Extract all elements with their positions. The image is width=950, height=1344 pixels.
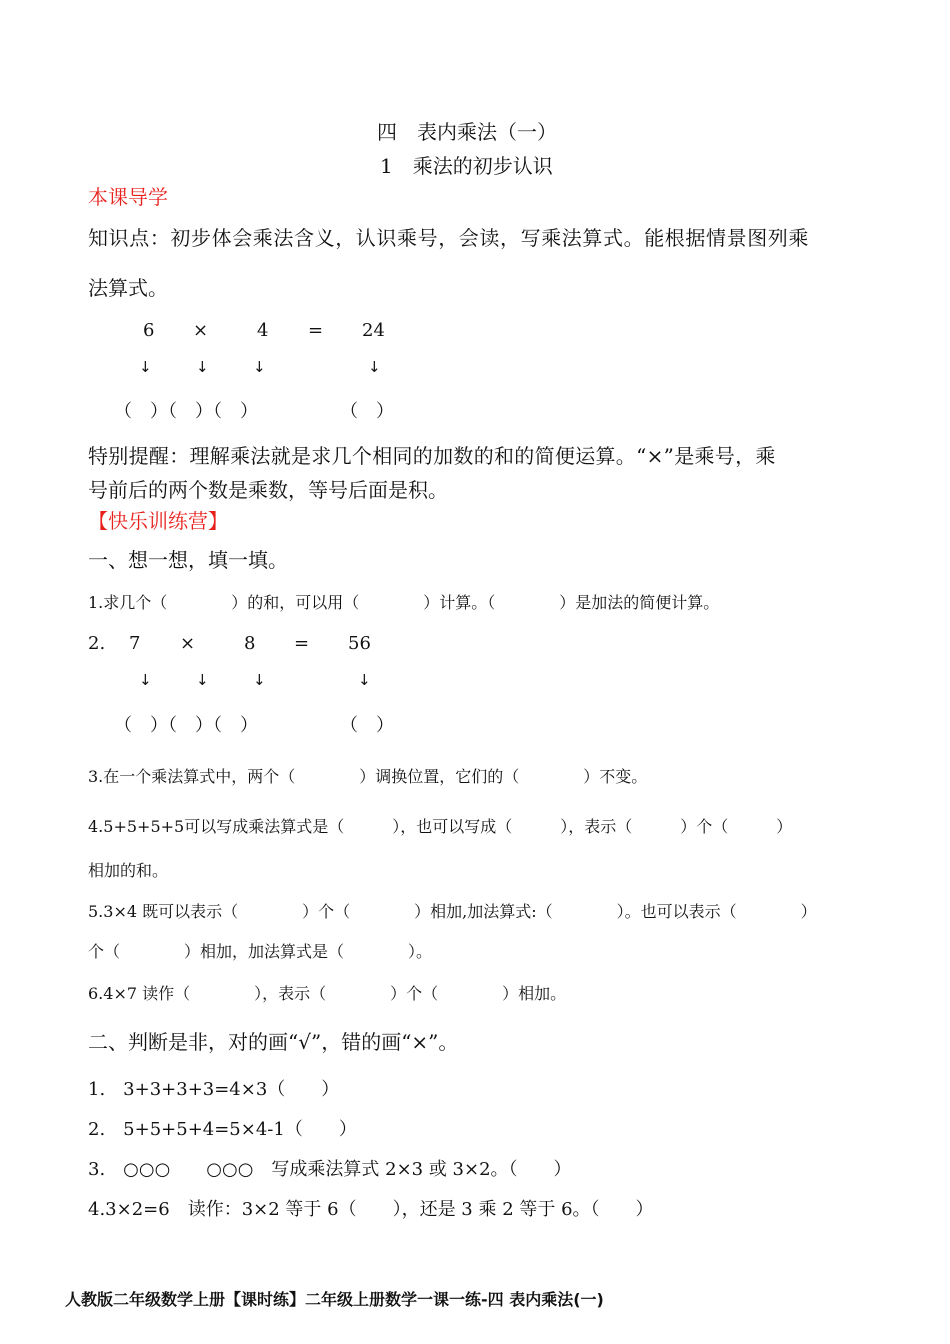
q2-times-sign: × (180, 633, 196, 654)
question-4-line-1[interactable]: 4.5+5+5+5可以写成乘法算式是（ ），也可以写成（ ），表示（ ）个（ ） (88, 817, 793, 836)
section-2-title: 二、判断是非，对的画“√”，错的画“×”。 (88, 1030, 459, 1054)
question-6[interactable]: 6.4×7 读作（ ），表示（ ）个（ ）相加。 (88, 984, 567, 1003)
example-equals-sign: = (308, 320, 324, 341)
question-1[interactable]: 1.求几个（ ）的和，可以用（ ）计算。（ ）是加法的简便计算。 (88, 593, 720, 612)
example-factor-b: 4 (257, 320, 269, 341)
q2-blanks[interactable]: （ ）（ ）（ ） (114, 715, 258, 736)
q2-factor-a: 7 (129, 633, 141, 654)
camp-heading: 【快乐训练营】 (88, 509, 228, 533)
example-times-sign: × (193, 320, 209, 341)
tip-line-1: 特别提醒：理解乘法就是求几个相同的加数的和的简便运算。“×”是乘号，乘 (88, 444, 776, 468)
example-factor-a: 6 (143, 320, 155, 341)
chapter-title: 四 表内乘法（一） (377, 120, 557, 144)
knowledge-line-2: 法算式。 (88, 276, 168, 300)
q2-factor-b: 8 (244, 633, 256, 654)
q2-equals-sign: = (294, 633, 310, 654)
q2-product: 56 (348, 633, 371, 654)
judge-3[interactable]: 3. ○○○ ○○○ 写成乘法算式 2×3 或 3×2。（ ） (88, 1159, 572, 1180)
judge-1[interactable]: 1. 3+3+3+3=4×3（ ） (88, 1079, 340, 1100)
question-5-line-2[interactable]: 个（ ）相加，加法算式是（ ）。 (88, 942, 433, 961)
guide-heading: 本课导学 (88, 185, 168, 209)
down-arrow-icon: ↓ (253, 358, 266, 376)
down-arrow-icon: ↓ (196, 671, 209, 689)
example-product: 24 (362, 320, 385, 341)
down-arrow-icon: ↓ (358, 671, 371, 689)
knowledge-line-1: 知识点：初步体会乘法含义，认识乘号，会读，写乘法算式。能根据情景图列乘 (88, 226, 809, 250)
section-1-title: 一、想一想，填一填。 (88, 548, 288, 572)
judge-2[interactable]: 2. 5+5+5+4=5×4-1（ ） (88, 1119, 357, 1140)
down-arrow-icon: ↓ (139, 671, 152, 689)
question-3[interactable]: 3.在一个乘法算式中，两个（ ）调换位置，它们的（ ）不变。 (88, 767, 648, 786)
question-4-line-2: 相加的和。 (88, 861, 169, 880)
lesson-title: 1 乘法的初步认识 (380, 154, 553, 178)
down-arrow-icon: ↓ (139, 358, 152, 376)
example-product-blank[interactable]: （ ） (340, 401, 394, 422)
question-2-number: 2. (88, 633, 106, 654)
q2-product-blank[interactable]: （ ） (340, 715, 394, 736)
page-footer: 人教版二年级数学上册【课时练】二年级上册数学一课一练-四 表内乘法(一) (65, 1290, 604, 1309)
example-blanks[interactable]: （ ）（ ）（ ） (114, 401, 258, 422)
down-arrow-icon: ↓ (253, 671, 266, 689)
tip-line-2: 号前后的两个数是乘数，等号后面是积。 (88, 478, 448, 502)
question-5-line-1[interactable]: 5.3×4 既可以表示（ ）个（ ）相加,加法算式:（ ）。也可以表示（ ） (88, 902, 817, 921)
down-arrow-icon: ↓ (196, 358, 209, 376)
down-arrow-icon: ↓ (368, 358, 381, 376)
judge-4[interactable]: 4.3×2=6 读作：3×2 等于 6（ ），还是 3 乘 2 等于 6。（ ） (88, 1199, 654, 1220)
